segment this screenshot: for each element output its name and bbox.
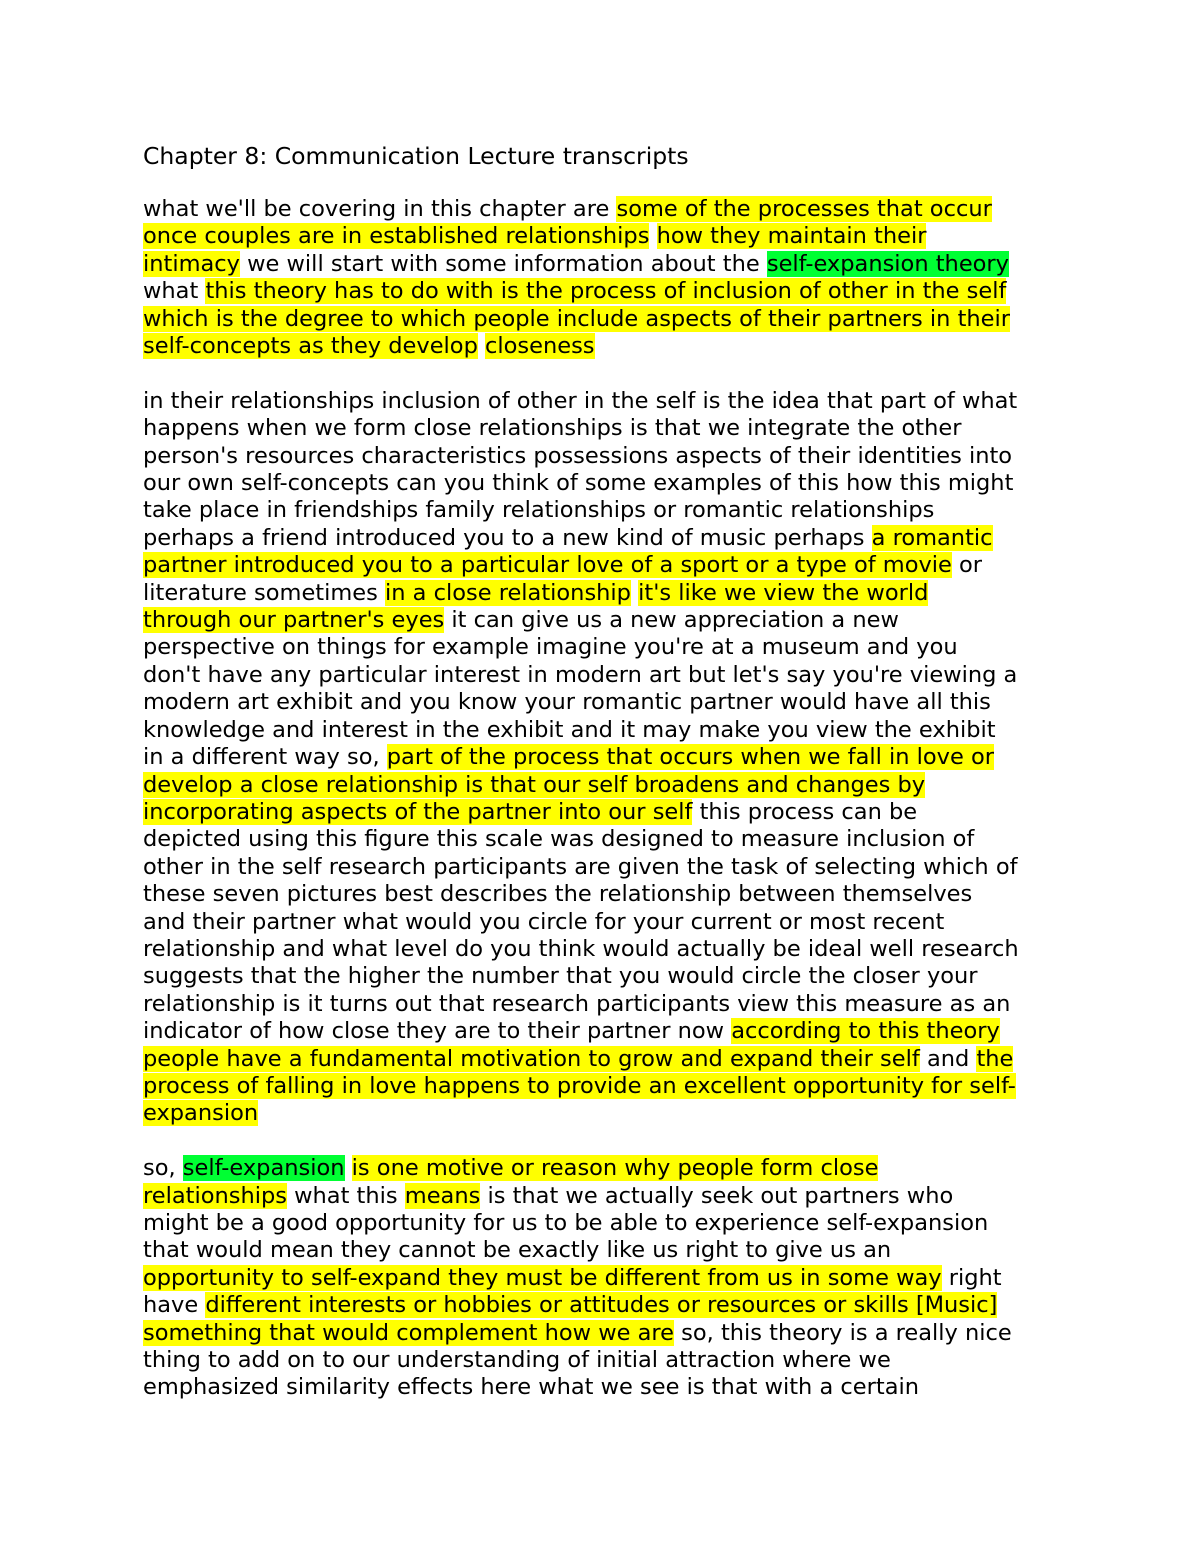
text-line <box>143 1073 1068 1100</box>
highlighted-text-yellow: how they maintain their <box>656 223 927 250</box>
text-line <box>143 607 1068 634</box>
body-text: knowledge and interest in the exhibit and it may make you view the exhibit <box>143 716 996 743</box>
body-text: or <box>951 552 983 579</box>
body-text: it can give us a new appreciation a new <box>444 607 899 634</box>
highlighted-text-yellow: means <box>404 1182 481 1209</box>
body-text: other in the self research participants are given the task of selecting which of <box>143 853 1018 880</box>
highlighted-text-yellow: relationships <box>143 1182 287 1209</box>
highlighted-text-yellow: opportunity to self-expand they must be different from us in some way <box>143 1264 942 1291</box>
highlighted-text-yellow: process of falling in love happens to provide an excellent opportunity for self- <box>143 1072 1016 1099</box>
highlighted-text-yellow: according to this theory <box>731 1018 1000 1045</box>
body-text: that would mean they cannot be exactly like us right to give us an <box>143 1237 892 1264</box>
body-text: so, <box>143 1155 183 1182</box>
highlighted-text-yellow: something that would complement how we are <box>143 1319 675 1346</box>
body-text: take place in friendships family relationships or romantic relationships <box>143 497 935 524</box>
body-text: right <box>941 1264 1002 1291</box>
body-text: in their relationships inclusion of other in the self is the idea that part of what <box>143 387 1018 414</box>
highlighted-text-yellow: once couples are in established relationships <box>143 223 650 250</box>
body-text: thing to add on to our understanding of initial attraction where we <box>143 1347 891 1374</box>
text-line <box>143 470 1068 497</box>
text-line <box>143 689 1068 716</box>
body-text: might be a good opportunity for us to be able to experience self-expansion <box>143 1210 989 1236</box>
body-text: relationship and what level do you think would actually be ideal well research <box>143 935 1019 962</box>
text-line <box>143 1347 1068 1374</box>
highlighted-text-yellow: intimacy <box>143 250 240 277</box>
paragraph <box>143 388 1068 1128</box>
text-line <box>143 525 1068 552</box>
document-body <box>143 196 1068 1402</box>
text-line <box>143 799 1068 826</box>
text-line <box>143 854 1068 881</box>
highlighted-text-yellow: develop a close relationship is that our self broadens and changes by <box>143 771 926 798</box>
body-text: what <box>143 278 206 305</box>
body-text: these seven pictures best describes the relationship between themselves <box>143 881 973 908</box>
document-page <box>143 138 1068 1429</box>
highlighted-text-yellow: closeness <box>485 333 595 360</box>
highlighted-text-yellow: a romantic <box>871 524 993 551</box>
body-text <box>649 223 656 249</box>
highlighted-text-yellow: partner introduced you to a particular love of a sport or a type of movie <box>143 552 952 579</box>
body-text: relationship is it turns out that research participants view this measure as an <box>143 990 1011 1017</box>
text-line <box>143 1265 1068 1292</box>
body-text: is that we actually seek out partners who <box>480 1182 954 1209</box>
text-line <box>143 497 1068 524</box>
text-line <box>143 662 1068 689</box>
text-line <box>143 1320 1068 1347</box>
highlighted-text-yellow: the <box>976 1045 1014 1072</box>
highlighted-text-yellow: this theory has to do with is the process of inclusion of other in the self <box>205 278 1007 305</box>
text-line <box>143 1374 1068 1401</box>
highlighted-text-yellow: different interests or hobbies or attitudes or resources or skills [Music] <box>205 1292 998 1319</box>
paragraph <box>143 1155 1068 1402</box>
text-line <box>143 223 1068 250</box>
body-text: person's resources characteristics possessions aspects of their identities into <box>143 442 1013 469</box>
paragraph <box>143 196 1068 360</box>
text-line <box>143 552 1068 579</box>
body-text <box>478 333 485 359</box>
text-line <box>143 1237 1068 1264</box>
body-text: what this <box>286 1182 405 1209</box>
highlighted-text-yellow: expansion <box>143 1100 259 1127</box>
highlighted-text-yellow: in a close relationship <box>385 579 631 606</box>
text-line <box>143 909 1068 936</box>
text-line <box>143 1292 1068 1319</box>
body-text: in a different way so, <box>143 744 387 771</box>
body-text: don't have any particular interest in modern art but let's say you're viewing a <box>143 661 1018 688</box>
body-text: indicator of how close they are to their partner now <box>143 1018 732 1045</box>
highlighted-text-green: self-expansion <box>182 1155 345 1182</box>
highlighted-text-yellow: through our partner's eyes <box>143 607 445 634</box>
highlighted-text-yellow: some of the processes that occur <box>616 196 992 222</box>
text-line <box>143 415 1068 442</box>
text-line <box>143 580 1068 607</box>
text-line <box>143 333 1068 360</box>
text-line <box>143 306 1068 333</box>
text-line <box>143 826 1068 853</box>
body-text: emphasized similarity effects here what we see is that with a certain <box>143 1374 919 1401</box>
body-text: we will start with some information about the <box>239 250 767 277</box>
text-line <box>143 1183 1068 1210</box>
highlighted-text-yellow: self-concepts as they develop <box>143 333 478 360</box>
body-text: happens when we form close relationships is that we integrate the other <box>143 415 962 442</box>
text-line <box>143 936 1068 963</box>
body-text: perspective on things for example imagine you're at a museum and you <box>143 634 958 661</box>
body-text: suggests that the higher the number that you would circle the closer your <box>143 963 978 990</box>
body-text: depicted using this figure this scale was designed to measure inclusion of <box>143 826 975 853</box>
body-text: have <box>143 1292 206 1319</box>
highlighted-text-yellow: it's like we view the world <box>638 579 929 606</box>
text-line <box>143 251 1068 278</box>
highlighted-text-yellow: people have a fundamental motivation to grow and expand their self <box>143 1045 920 1072</box>
text-line <box>143 443 1068 470</box>
text-line <box>143 1046 1068 1073</box>
text-line <box>143 278 1068 305</box>
text-line <box>143 388 1068 415</box>
body-text: perhaps a friend introduced you to a new kind of music perhaps <box>143 524 872 551</box>
body-text: this process can be <box>692 798 918 825</box>
body-text: literature sometimes <box>143 579 385 606</box>
text-line <box>143 196 1068 223</box>
text-line <box>143 963 1068 990</box>
body-text: modern art exhibit and you know your romantic partner would have all this <box>143 689 991 716</box>
document-title: Chapter 8: Communication Lecture transcripts <box>143 142 689 170</box>
text-line <box>143 881 1068 908</box>
text-line <box>143 1100 1068 1127</box>
text-line <box>143 744 1068 771</box>
text-line <box>143 1018 1068 1045</box>
text-line <box>143 717 1068 744</box>
highlighted-text-yellow: incorporating aspects of the partner into our self <box>143 798 693 825</box>
text-line <box>143 1210 1068 1237</box>
body-text: what we'll be covering in this chapter are <box>143 196 617 222</box>
body-text: so, this theory is a really nice <box>674 1319 1012 1346</box>
body-text: our own self-concepts can you think of some examples of this how this might <box>143 470 1014 497</box>
highlighted-text-yellow: part of the process that occurs when we fall in love or <box>386 744 995 771</box>
text-line <box>143 1155 1068 1182</box>
highlighted-text-yellow: which is the degree to which people include aspects of their partners in their <box>143 305 1011 332</box>
body-text: and their partner what would you circle for your current or most recent <box>143 908 945 935</box>
highlighted-text-green: self-expansion theory <box>766 250 1009 277</box>
text-line <box>143 772 1068 799</box>
highlighted-text-yellow: is one motive or reason why people form close <box>351 1155 879 1182</box>
text-line <box>143 991 1068 1018</box>
body-text <box>345 1155 352 1181</box>
body-text: and <box>919 1045 977 1072</box>
text-line <box>143 634 1068 661</box>
